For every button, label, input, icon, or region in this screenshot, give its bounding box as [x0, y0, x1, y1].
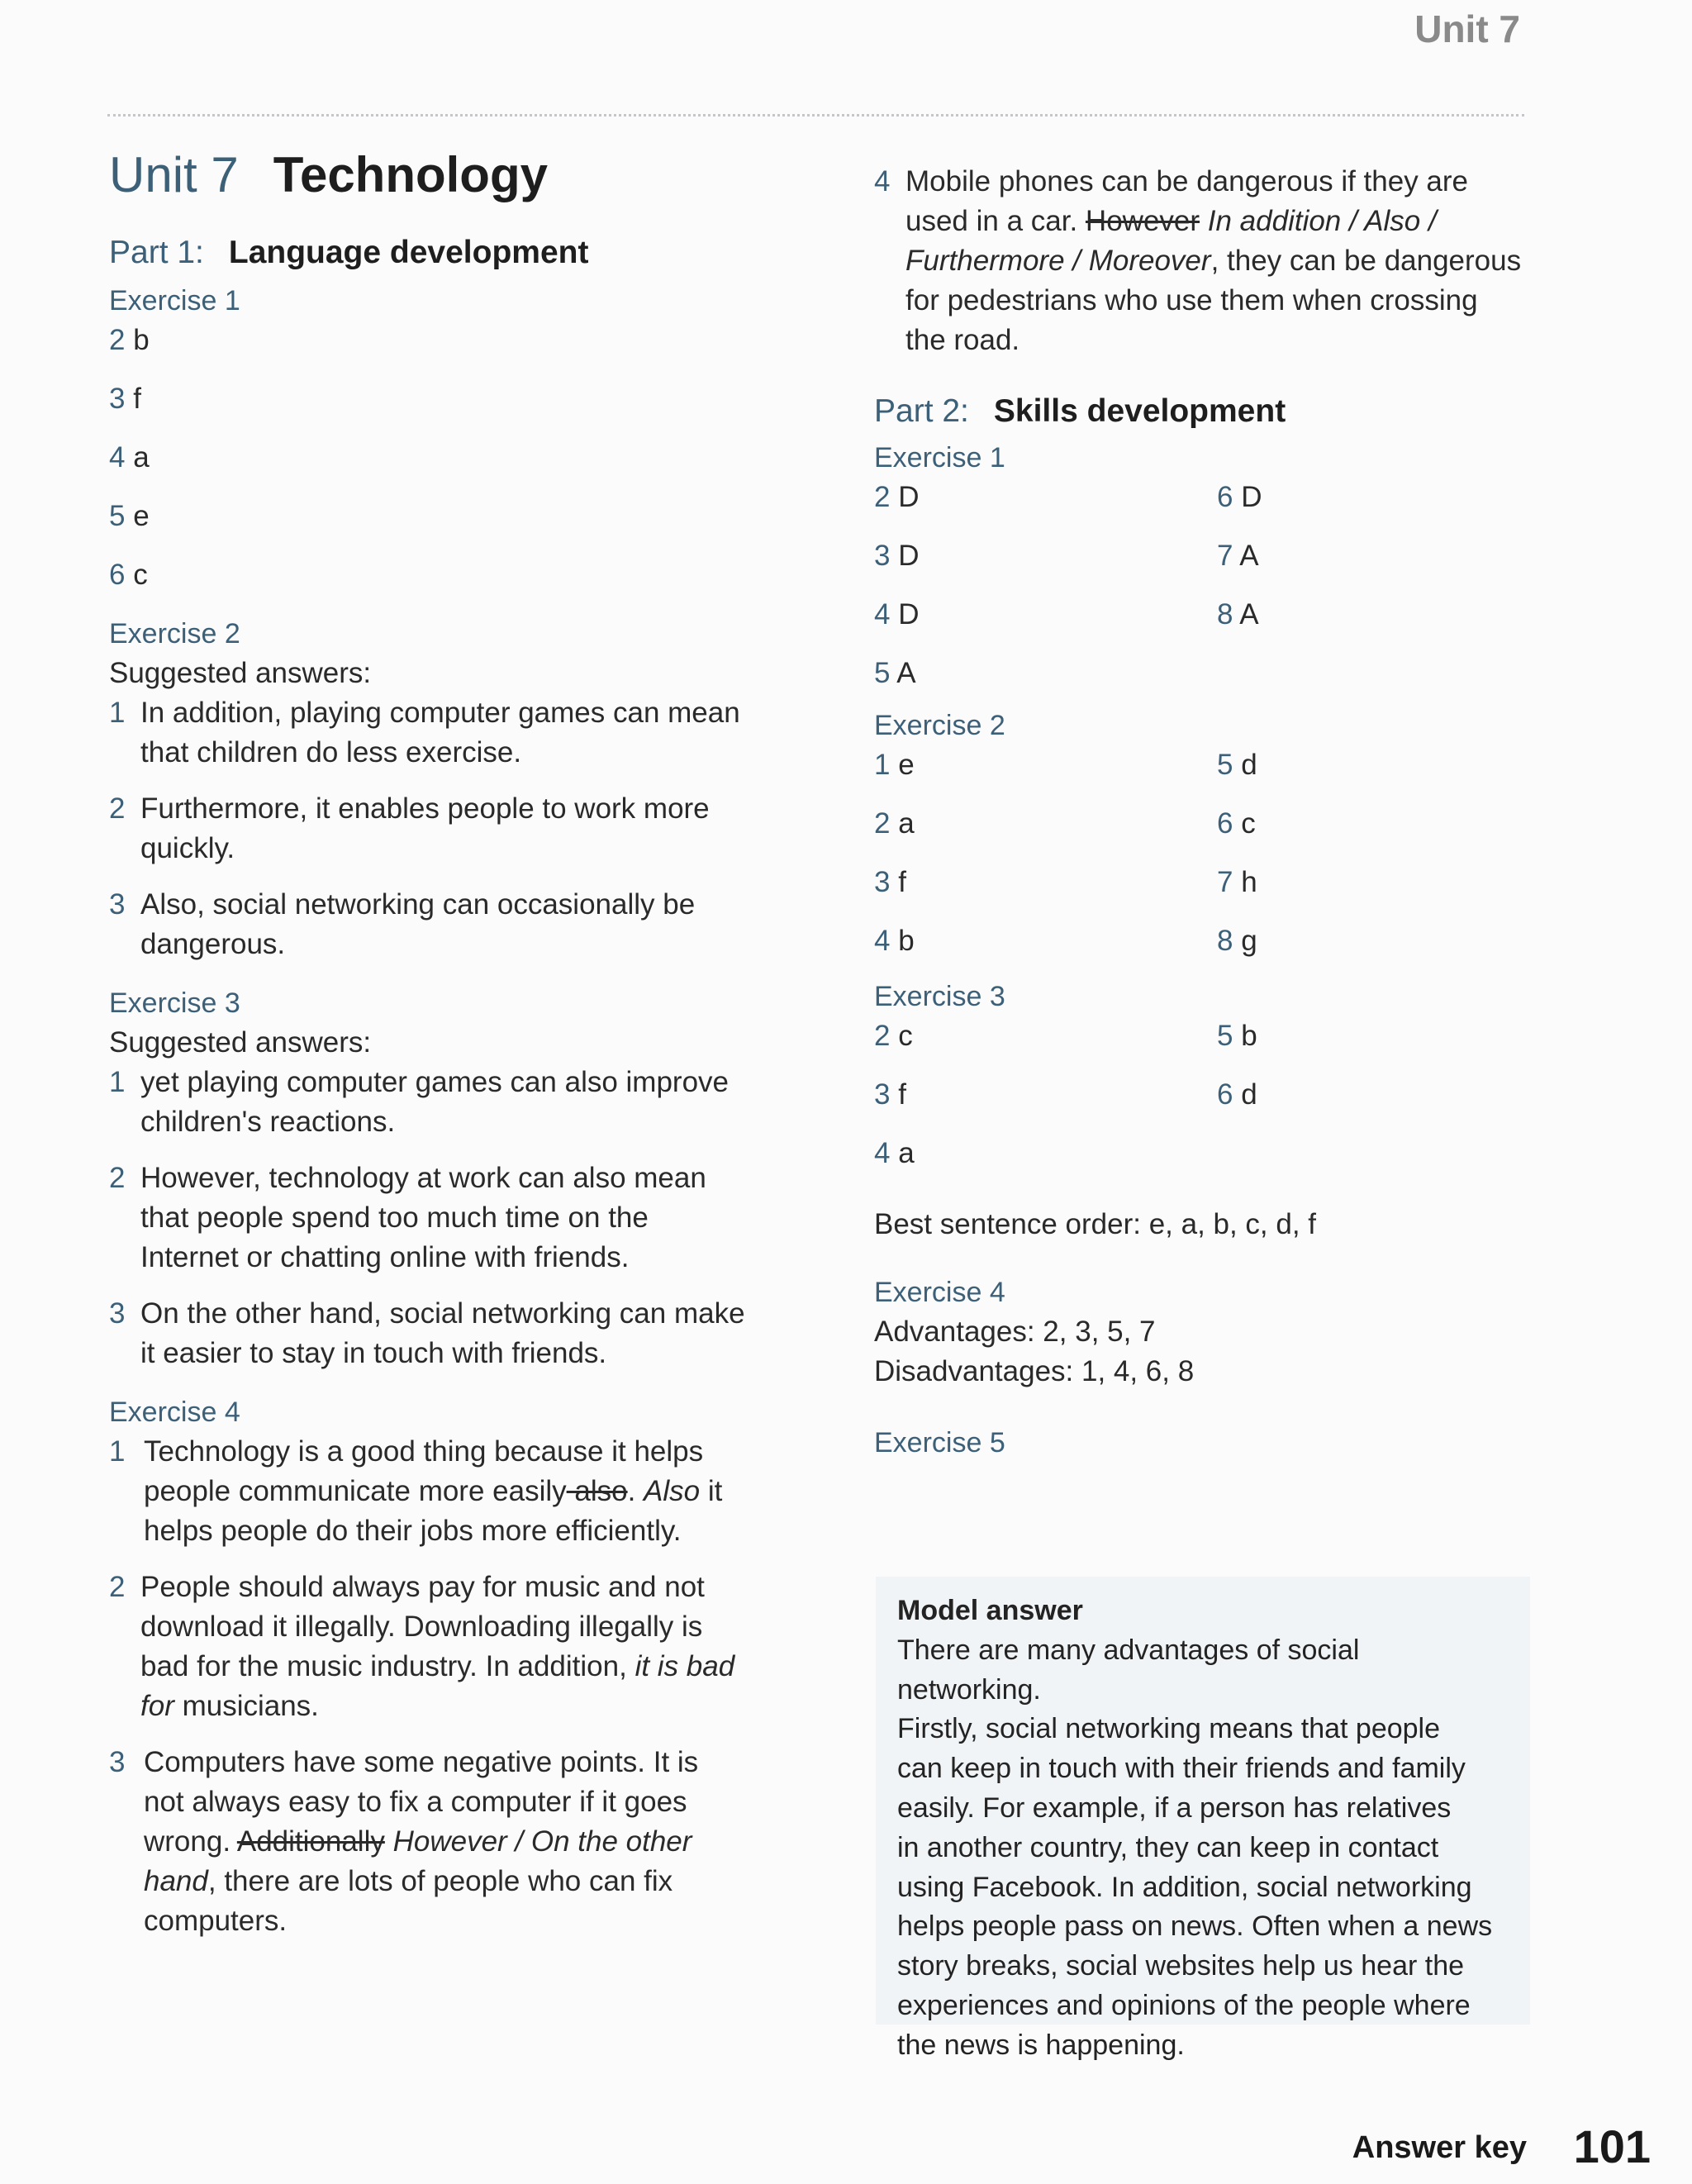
list-item: 2 However, technology at work can also mean that people spend too much time on the Internet or chatting online with friends.: [109, 1162, 706, 1273]
list-item: 8 g: [1217, 925, 1257, 957]
model-line: can keep in touch with their friends and family: [897, 1753, 1466, 1785]
p1-ex3-intro: Suggested answers:: [109, 1026, 372, 1059]
part1-heading: Part 1: Language development: [109, 235, 589, 270]
list-item: 6 c: [1217, 807, 1256, 840]
list-item: 3 D: [874, 540, 920, 572]
running-header-unit: Unit 7: [1414, 7, 1520, 50]
list-item: 3 Also, social networking can occasionally be dangerous.: [109, 888, 696, 960]
p1-ex1-list: [109, 321, 787, 595]
model-line: using Facebook. In addition, social networking: [897, 1871, 1472, 1903]
list-item: 3 f: [109, 383, 141, 415]
p1-ex1-heading: Exercise 1: [109, 285, 240, 316]
page-number: 101: [1573, 2120, 1651, 2172]
disadvantages-line: Disadvantages: 1, 4, 6, 8: [874, 1355, 1195, 1387]
page-title: Unit 7 Technology: [109, 147, 548, 202]
p2-ex1-heading: Exercise 1: [874, 442, 1005, 473]
p2-ex4-heading: Exercise 4: [874, 1277, 1005, 1308]
list-item: 8 A: [1217, 598, 1259, 630]
list-item: 1 In addition, playing computer games can mean that children do less exercise.: [109, 697, 740, 768]
p2-ex3-heading: Exercise 3: [874, 981, 1005, 1012]
list-item: 3 Computers have some negative points. It is not always easy to fix a computer if it goes wrong. Additionally However / On the other hand, there are lots of people who can fix computers.: [109, 1746, 699, 1937]
list-item: 5 A: [874, 657, 916, 689]
list-item: 2 c: [874, 1020, 913, 1052]
list-item: 6 d: [1217, 1078, 1257, 1111]
p1-ex2-intro: Suggested answers:: [109, 657, 372, 689]
advantages-line: Advantages: 2, 3, 5, 7: [874, 1316, 1156, 1348]
header-divider: [107, 114, 1524, 117]
list-item: 3 On the other hand, social networking can make it easier to stay in touch with friends.: [109, 1297, 745, 1369]
right-column: [874, 162, 1535, 1463]
model-answer-box: [876, 1577, 1530, 2061]
part2-heading: Part 2: Skills development: [874, 393, 1286, 429]
list-item: 3 f: [874, 866, 906, 898]
model-line: Firstly, social networking means that people: [897, 1713, 1441, 1745]
footer-label: Answer key: [1352, 2130, 1527, 2165]
list-item: 2 D: [874, 481, 920, 513]
model-line: easily. For example, if a person has relatives: [897, 1791, 1452, 1824]
list-item: 4 b: [874, 925, 915, 957]
model-line: helps people pass on news. Often when a news: [897, 1910, 1493, 1943]
list-item: 2 a: [874, 807, 915, 840]
list-item: 2 People should always pay for music and not download it illegally. Downloading illegally is bad for the music industry. In addition, it is bad for musicians.: [109, 1571, 735, 1722]
model-line: in another country, they can keep in contact: [897, 1831, 1439, 1863]
list-item: 1 yet playing computer games can also improve children's reactions.: [109, 1066, 730, 1138]
list-item: 4 a: [874, 1137, 915, 1169]
list-item: 6 D: [1217, 481, 1262, 513]
list-item: 2 b: [109, 324, 150, 356]
p2-ex2-grid: [874, 745, 1535, 962]
model-line: There are many advantages of social networking.: [897, 1634, 1360, 1706]
list-item: 1 Technology is a good thing because it helps people communicate more easily also. Also it helps people do their jobs more efficiently.: [109, 1435, 723, 1547]
list-item: 1 e: [874, 749, 915, 781]
list-item: 4 a: [109, 441, 150, 473]
p1-ex4-heading: Exercise 4: [109, 1397, 240, 1428]
left-column: [109, 149, 787, 1941]
p2-ex1-grid: [874, 478, 1535, 687]
list-item: 7 A: [1217, 540, 1259, 572]
model-answer-heading: Model answer: [897, 1595, 1083, 1626]
list-item: 2 Furthermore, it enables people to work more quickly.: [109, 792, 710, 864]
p2-ex3-grid: [874, 1016, 1535, 1173]
model-line: story breaks, social websites help us hear the: [897, 1950, 1465, 1982]
list-item: 7 h: [1217, 866, 1257, 898]
list-item: 5 d: [1217, 749, 1257, 781]
list-item: 3 f: [874, 1078, 906, 1111]
model-line: the news is happening.: [897, 2029, 1185, 2061]
model-line: experiences and opinions of the people where: [897, 1989, 1471, 2021]
p2-ex2-heading: Exercise 2: [874, 710, 1005, 741]
list-item: 5 b: [1217, 1020, 1257, 1052]
p2-ex5-heading: Exercise 5: [874, 1427, 1005, 1458]
list-item: 5 e: [109, 500, 150, 532]
list-item: 4 Mobile phones can be dangerous if they are used in a car. However In addition / Also / Furthermore / Moreover, they can be dangerous for pedestrians who use them when crossing the road.: [874, 165, 1522, 356]
list-item: 4 D: [874, 598, 920, 630]
best-sentence-order: Best sentence order: e, a, b, c, d, f: [874, 1208, 1317, 1240]
list-item: 6 c: [109, 559, 148, 591]
p1-ex3-heading: Exercise 3: [109, 987, 240, 1019]
p1-ex2-heading: Exercise 2: [109, 618, 240, 649]
